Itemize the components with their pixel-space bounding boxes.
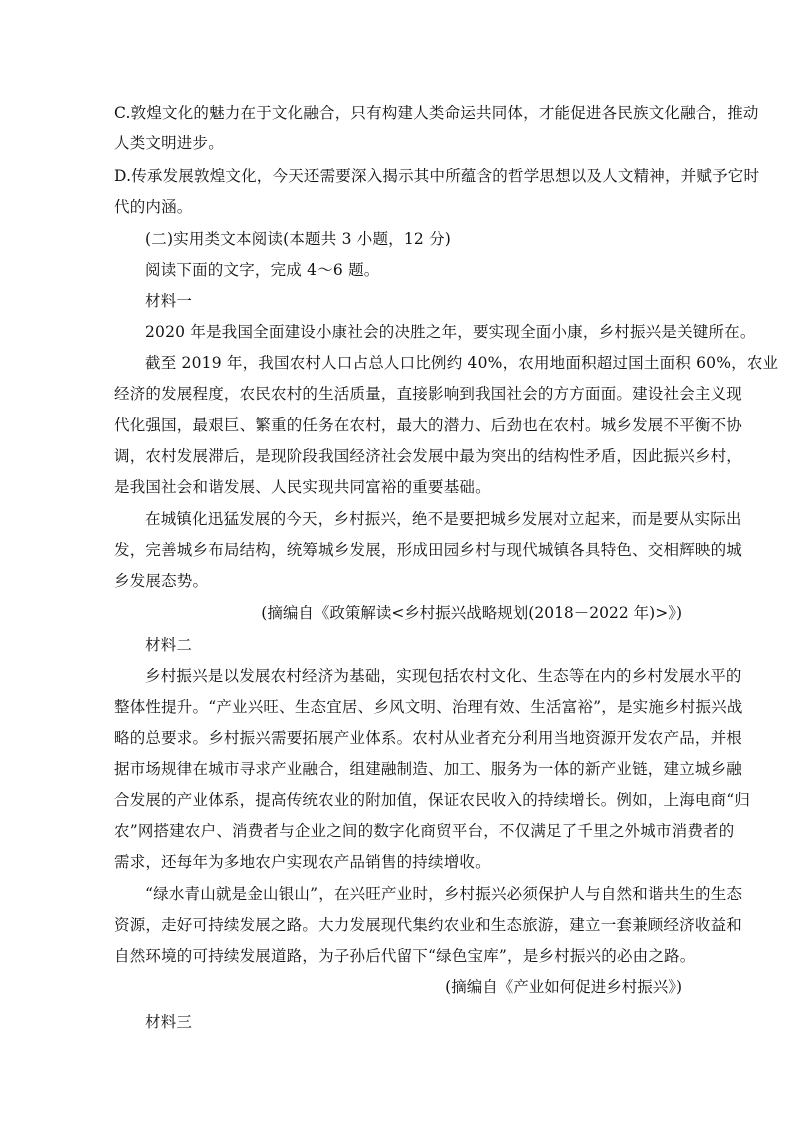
material-2-source: (摘编自《产业如何促进乡村振兴》) (445, 978, 682, 996)
material-2-paragraph-1-line: 合发展的产业体系，提高传统农业的附加值，保证农民收入的持续增长。例如，上海电商“归 (114, 791, 751, 809)
material-2-paragraph-1-line: 农”网搭建农户、消费者与企业之间的数字化商贸平台，不仅满足了千里之外城市消费者的 (114, 822, 735, 840)
section-instruction: 阅读下面的文字，完成 4～6 题。 (145, 261, 380, 279)
material-1-paragraph-3-line: 在城镇化迅猛发展的今天，乡村振兴，绝不是要把城乡发展对立起来，而是要从实际出 (145, 510, 742, 528)
material-2-paragraph-1-line: 需求，还每年为多地农户实现农产品销售的持续增收。 (114, 853, 491, 871)
option-d-line-2: 代的内涵。 (114, 198, 193, 216)
material-2-title: 材料二 (145, 636, 193, 654)
material-3-title: 材料三 (145, 1013, 193, 1031)
material-1-paragraph-2-line: 是我国社会和谐发展、人民实现共同富裕的重要基础。 (114, 478, 491, 496)
material-2-paragraph-2-line: “绿水青山就是金山银山”，在兴旺产业时，乡村振兴必须保护人与自然和谐共生的生态 (145, 885, 743, 903)
material-2-paragraph-1-line: 据市场规律在城市寻求产业融合，组建融制造、加工、服务为一体的新产业链，建立城乡融 (114, 760, 743, 778)
material-2-paragraph-2-line: 资源，走好可持续发展之路。大力发展现代集约农业和生态旅游，建立一套兼顾经济收益和 (114, 916, 743, 934)
material-1-paragraph-2-line: 代化强国，最艰巨、繁重的任务在农村，最大的潜力、后劲也在农村。城乡发展不平衡不协 (114, 416, 743, 434)
option-d-line-1: D.传承发展敦煌文化，今天还需要深入揭示其中所蕴含的哲学思想以及人文精神，并赋予它时 (114, 167, 760, 185)
material-1-paragraph-1: 2020 年是我国全面建设小康社会的决胜之年，要实现全面小康，乡村振兴是关键所在。 (145, 323, 756, 341)
material-1-title: 材料一 (145, 292, 193, 310)
material-2-paragraph-2-line: 自然环境的可持续发展道路，为子孙后代留下“绿色宝库”，是乡村振兴的必由之路。 (114, 947, 696, 965)
material-1-paragraph-3-line: 发，完善城乡布局结构，统筹城乡发展，形成田园乡村与现代城镇各具特色、交相辉映的城 (114, 541, 743, 559)
material-2-paragraph-1-line: 乡村振兴是以发展农村经济为基础，实现包括农村文化、生态等在内的乡村发展水平的 (145, 667, 742, 685)
material-1-source: (摘编自《政策解读<乡村振兴战略规划(2018－2022 年)>》) (261, 604, 682, 622)
material-1-paragraph-3-line: 乡发展态势。 (114, 572, 209, 590)
material-1-paragraph-2-line: 截至 2019 年，我国农村人口占总人口比例约 40%，农用地面积超过国土面积 60%，农业 (145, 354, 779, 372)
option-c-line-2: 人类文明进步。 (114, 134, 224, 152)
option-c-line-1: C.敦煌文化的魅力在于文化融合，只有构建人类命运共同体，才能促进各民族文化融合，推动 (114, 104, 759, 122)
material-2-paragraph-1-line: 整体性提升。“产业兴旺、生态宜居、乡风文明、治理有效、生活富裕”，是实施乡村振兴战 (114, 698, 743, 716)
material-1-paragraph-2-line: 调，农村发展滞后，是现阶段我国经济社会发展中最为突出的结构性矛盾，因此振兴乡村， (114, 447, 743, 465)
material-1-paragraph-2-line: 经济的发展程度，农民农村的生活质量，直接影响到我国社会的方方面面。建设社会主义现 (114, 385, 743, 403)
material-2-paragraph-1-line: 略的总要求。乡村振兴需要拓展产业体系。农村从业者充分利用当地资源开发农产品，并根 (114, 729, 743, 747)
section-heading: (二)实用类文本阅读(本题共 3 小题，12 分) (145, 230, 452, 248)
